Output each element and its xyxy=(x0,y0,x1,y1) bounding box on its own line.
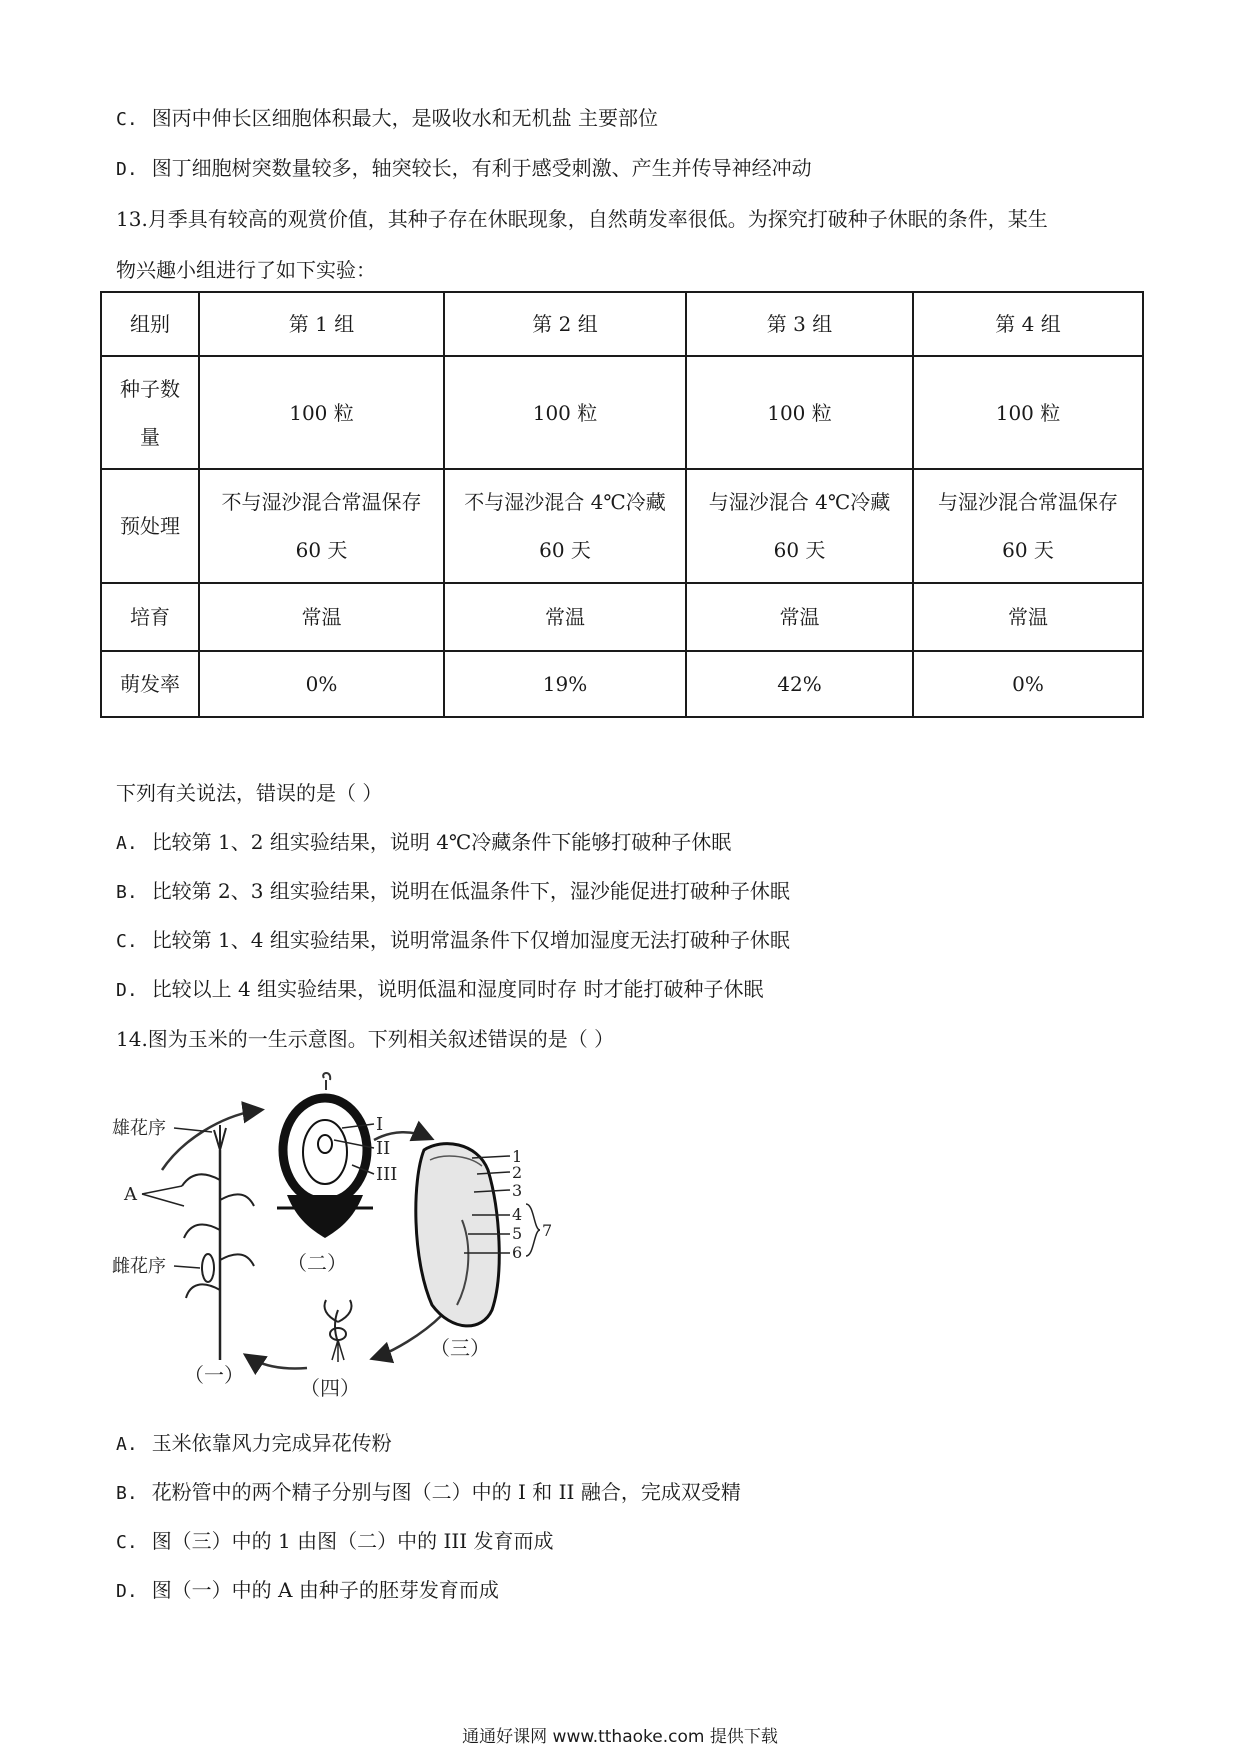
q13-prompt: 下列有关说法，错误的是（ ） xyxy=(116,781,383,805)
label-II: II xyxy=(376,1138,391,1159)
q13-option-d xyxy=(116,976,763,1004)
seed-count-cell: 100 粒 xyxy=(199,356,444,469)
cell-line: 与湿沙混合常温保存 xyxy=(938,490,1118,514)
q14-option-b xyxy=(116,1479,741,1507)
q14-option-c xyxy=(116,1528,554,1556)
cell-line: 不与湿沙混合 4℃冷藏 xyxy=(464,490,666,514)
option-letter: A. xyxy=(116,833,138,854)
option-letter: B. xyxy=(116,1483,138,1504)
label-line: 量 xyxy=(140,424,160,449)
label-6: 6 xyxy=(512,1243,523,1262)
seed-count-cell: 100 粒 xyxy=(913,356,1143,469)
table-row xyxy=(101,292,1143,356)
corn-kernel-drawing xyxy=(416,1144,499,1326)
option-letter: D. xyxy=(116,159,138,180)
row-label-seed-count xyxy=(101,356,199,469)
label-female-inflorescence: 雌花序 xyxy=(112,1256,166,1277)
option-text: 图丁细胞树突数量较多，轴突较长，有利于感受刺激、产生并传导神经冲动 xyxy=(151,156,812,180)
cell-line: 60 天 xyxy=(1002,538,1054,562)
group-1-header: 第 1 组 xyxy=(199,292,444,356)
label-4: 4 xyxy=(512,1205,523,1224)
cycle-arrow xyxy=(247,1356,307,1369)
culture-cell: 常温 xyxy=(444,583,686,651)
seed-count-cell: 100 粒 xyxy=(444,356,686,469)
q13-option-c xyxy=(116,927,790,955)
q12-option-c xyxy=(116,105,658,133)
label-A: A xyxy=(124,1184,137,1205)
option-text: 玉米依靠风力完成异花传粉 xyxy=(151,1431,392,1455)
seed-count-cell: 100 粒 xyxy=(686,356,913,469)
germination-rate-cell: 0% xyxy=(913,651,1143,717)
label-male-inflorescence: 雄花序 xyxy=(112,1118,166,1139)
label-5: 5 xyxy=(512,1224,523,1243)
label-3: 3 xyxy=(512,1181,523,1200)
option-letter: A. xyxy=(116,1434,138,1455)
cell-line: 60 天 xyxy=(539,538,591,562)
label-three: （三） xyxy=(430,1336,490,1360)
culture-cell: 常温 xyxy=(199,583,444,651)
cycle-arrow xyxy=(162,1110,260,1170)
table-row xyxy=(101,651,1143,717)
q13-stem-line-2: 物兴趣小组进行了如下实验： xyxy=(116,258,376,282)
q14-stem: 14.图为玉米的一生示意图。下列相关叙述错误的是（ ） xyxy=(116,1027,615,1051)
germination-rate-cell: 19% xyxy=(444,651,686,717)
label-line: 种子数 xyxy=(120,376,180,401)
cell-line: 60 天 xyxy=(295,538,348,562)
option-text: 比较第 1、4 组实验结果，说明常温条件下仅增加湿度无法打破种子休眠 xyxy=(151,928,790,952)
option-text: 比较以上 4 组实验结果，说明低温和湿度同时存 时才能打破种子休眠 xyxy=(151,977,764,1001)
label-two: （二） xyxy=(287,1251,347,1275)
group-2-header: 第 2 组 xyxy=(444,292,686,356)
ovule-section-drawing xyxy=(277,1073,373,1238)
culture-cell: 常温 xyxy=(686,583,913,651)
corn-plant-drawing xyxy=(182,1125,254,1360)
option-letter: D. xyxy=(116,980,138,1001)
cell-line: 与湿沙混合 4℃冷藏 xyxy=(708,490,891,514)
q14-option-d xyxy=(116,1577,499,1605)
label-1: 1 xyxy=(512,1147,523,1166)
row-label-pretreatment: 预处理 xyxy=(101,469,199,583)
pretreatment-cell xyxy=(686,469,913,583)
cell-line: 60 天 xyxy=(773,538,826,562)
label-2: 2 xyxy=(512,1163,523,1182)
table-row xyxy=(101,583,1143,651)
option-letter: C. xyxy=(116,109,138,130)
option-text: 花粉管中的两个精子分别与图（二）中的 I 和 II 融合，完成双受精 xyxy=(151,1480,741,1504)
pretreatment-cell xyxy=(444,469,686,583)
option-text: 图丙中伸长区细胞体积最大，是吸收水和无机盐 主要部位 xyxy=(151,106,659,130)
pretreatment-cell xyxy=(199,469,444,583)
group-3-header: 第 3 组 xyxy=(686,292,913,356)
q13-option-b xyxy=(116,878,790,906)
culture-cell: 常温 xyxy=(913,583,1143,651)
table-row xyxy=(101,469,1143,583)
q13-stem-line-1: 13.月季具有较高的观赏价值，其种子存在休眠现象，自然萌发率很低。为探究打破种子休眠的条件，某生 xyxy=(116,207,1048,231)
corn-life-cycle-figure xyxy=(112,1070,582,1400)
option-letter: D. xyxy=(116,1581,138,1602)
q12-option-d xyxy=(116,155,812,183)
page-footer: 通通好课网 www.tthaoke.com 提供下载 xyxy=(462,1727,778,1747)
label-7: 7 xyxy=(542,1221,553,1240)
table-row xyxy=(101,356,1143,469)
option-text: 比较第 1、2 组实验结果，说明 4℃冷藏条件下能够打破种子休眠 xyxy=(151,830,732,854)
option-text: 图（三）中的 1 由图（二）中的 III 发育而成 xyxy=(151,1529,554,1553)
label-one: （一） xyxy=(184,1363,244,1387)
label-III: III xyxy=(376,1164,398,1185)
germination-rate-cell: 0% xyxy=(199,651,444,717)
experiment-table xyxy=(100,291,1144,718)
cell-line: 不与湿沙混合常温保存 xyxy=(221,490,422,514)
q13-option-a xyxy=(116,829,731,857)
label-I: I xyxy=(376,1114,384,1135)
row-label-group: 组别 xyxy=(101,292,199,356)
q14-option-a xyxy=(116,1430,392,1458)
seedling-drawing xyxy=(325,1300,352,1362)
label-four: （四） xyxy=(300,1376,360,1400)
option-letter: C. xyxy=(116,1532,138,1553)
group-4-header: 第 4 组 xyxy=(913,292,1143,356)
option-letter: C. xyxy=(116,931,138,952)
row-label-germination-rate: 萌发率 xyxy=(101,651,199,717)
pretreatment-cell xyxy=(913,469,1143,583)
germination-rate-cell: 42% xyxy=(686,651,913,717)
option-text: 图（一）中的 A 由种子的胚芽发育而成 xyxy=(151,1578,499,1602)
row-label-culture: 培育 xyxy=(101,583,199,651)
option-letter: B. xyxy=(116,882,138,903)
option-text: 比较第 2、3 组实验结果，说明在低温条件下，湿沙能促进打破种子休眠 xyxy=(151,879,790,903)
